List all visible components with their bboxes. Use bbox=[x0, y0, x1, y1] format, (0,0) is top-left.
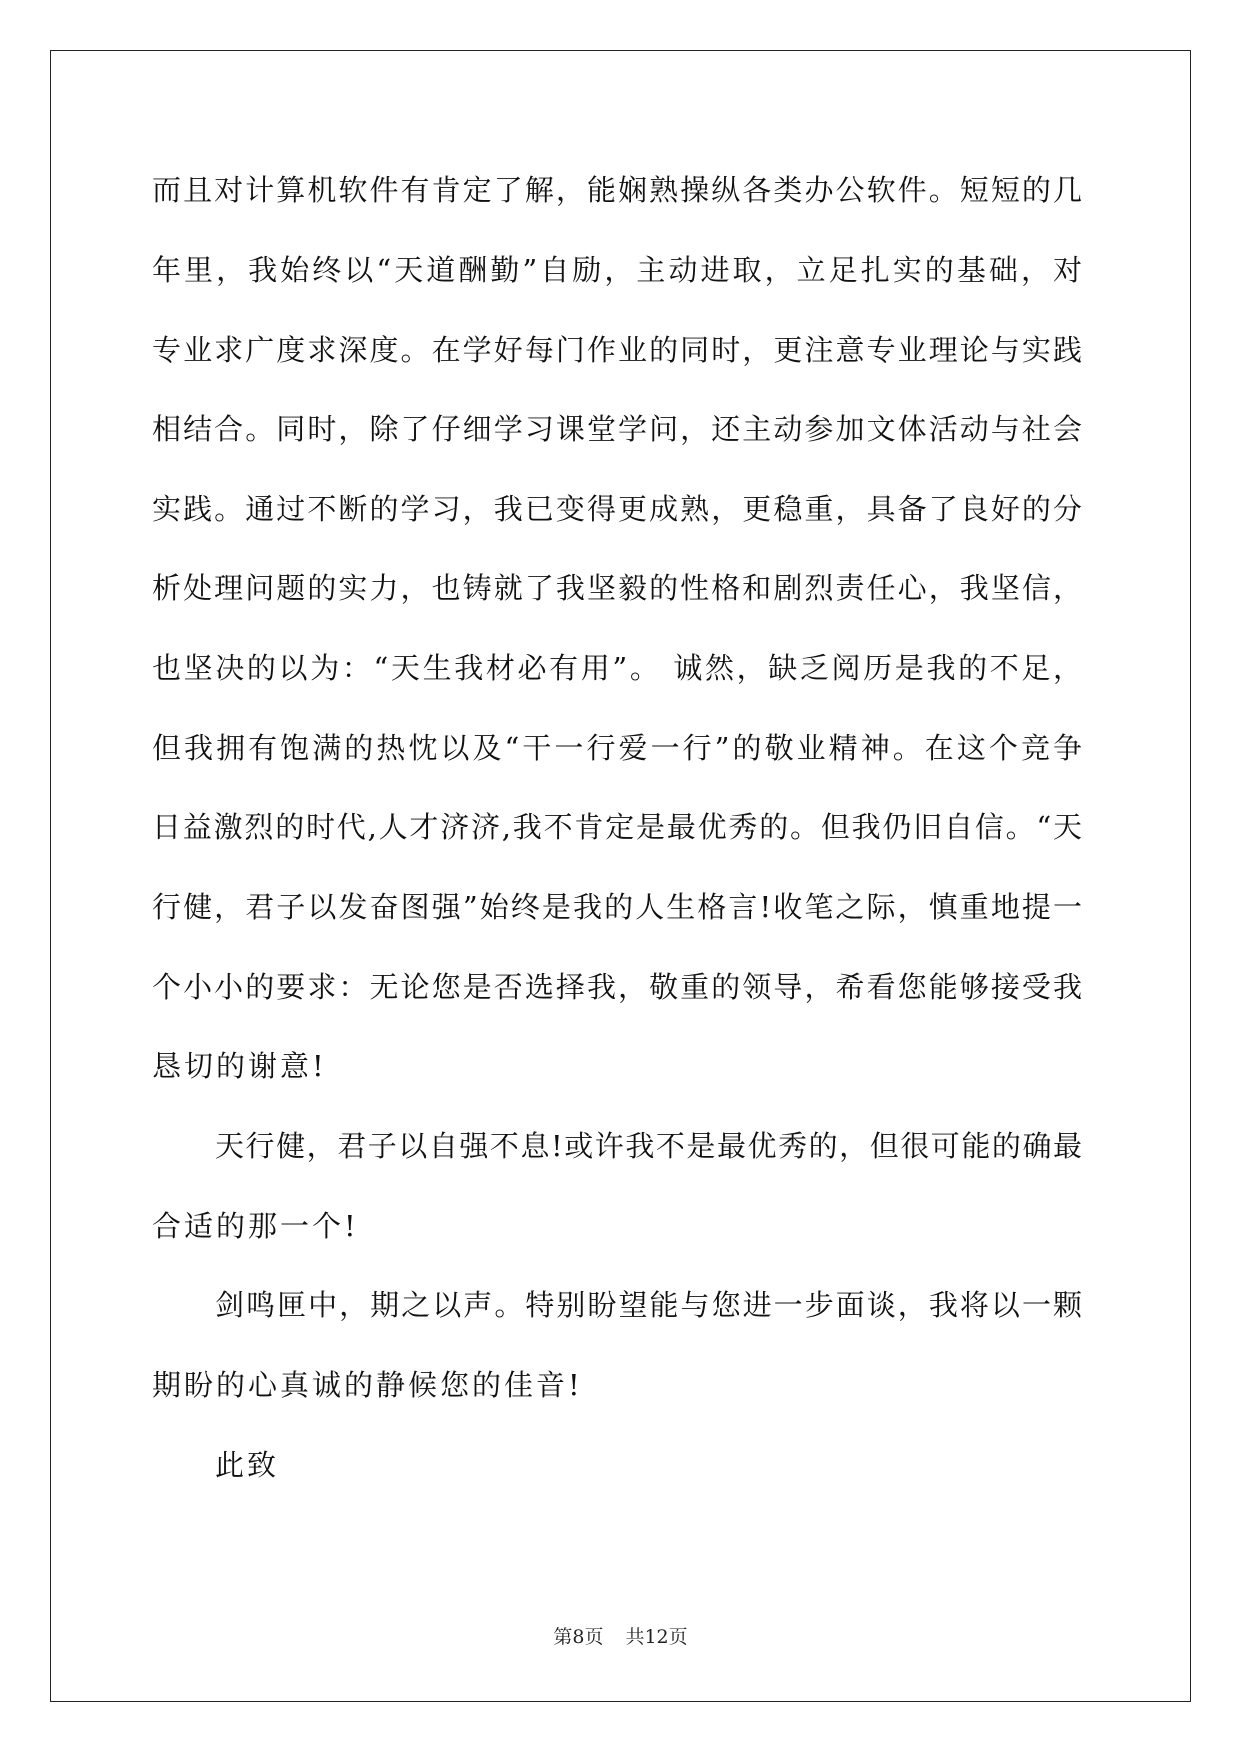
paragraph-line: 剑鸣匣中，期之以声。特别盼望能与您进一步面谈，我将以一颗 bbox=[215, 1288, 1082, 1322]
page-number: 第8页 bbox=[553, 1626, 604, 1648]
body-line: 合适的那一个! bbox=[152, 1209, 359, 1243]
body-line: 恳切的谢意! bbox=[152, 1049, 327, 1083]
body-line: 年里，我始终以“天道酬勤”自励，主动进取，立足扎实的基础，对 bbox=[152, 253, 1082, 287]
body-line: 日益激烈的时代,人才济济,我不肯定是最优秀的。但我仍旧自信。“天 bbox=[152, 810, 1082, 844]
body-line: 也坚决的以为：“天生我材必有用”。 诚然，缺乏阅历是我的不足， bbox=[152, 651, 1082, 685]
body-line: 个小小的要求：无论您是否选择我，敬重的领导，希看您能够接受我 bbox=[152, 970, 1082, 1004]
body-line: 实践。通过不断的学习，我已变得更成熟，更稳重，具备了良好的分 bbox=[152, 492, 1082, 526]
body-line: 而且对计算机软件有肯定了解，能娴熟操纵各类办公软件。短短的几 bbox=[152, 173, 1082, 207]
page-total: 共12页 bbox=[625, 1626, 688, 1648]
body-line: 但我拥有饱满的热忱以及“干一行爱一行”的敬业精神。在这个竞争 bbox=[152, 731, 1082, 765]
body-line: 期盼的心真诚的静候您的佳音! bbox=[152, 1368, 583, 1402]
closing-salutation: 此致 bbox=[215, 1448, 280, 1482]
page-footer bbox=[0, 1622, 1241, 1649]
body-line: 析处理问题的实力，也铸就了我坚毅的性格和剧烈责任心，我坚信， bbox=[152, 571, 1082, 605]
body-line: 行健，君子以发奋图强”始终是我的人生格言!收笔之际，慎重地提一 bbox=[152, 890, 1082, 924]
paragraph-line: 天行健，君子以自强不息!或许我不是最优秀的，但很可能的确最 bbox=[215, 1129, 1082, 1163]
body-line: 相结合。同时，除了仔细学习课堂学问，还主动参加文体活动与社会 bbox=[152, 412, 1082, 446]
body-line: 专业求广度求深度。在学好每门作业的同时，更注意专业理论与实践 bbox=[152, 333, 1082, 367]
